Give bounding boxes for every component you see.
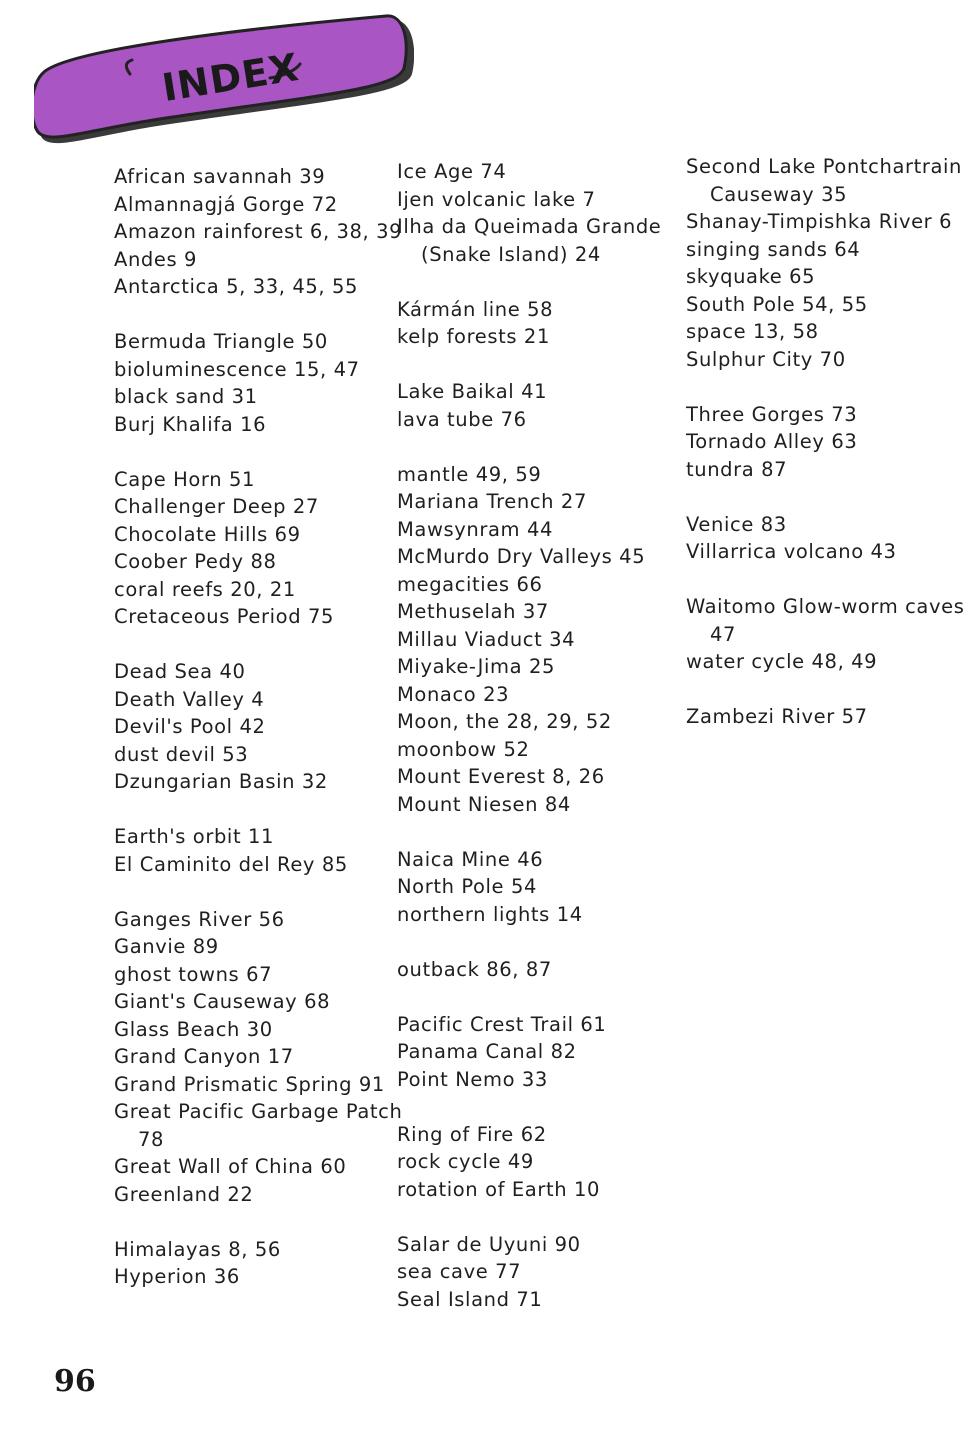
index-letter-group bbox=[686, 153, 973, 373]
index-entry: kelp forests 21 bbox=[397, 325, 550, 348]
index-entry: African savannah 39 bbox=[114, 165, 326, 188]
index-entry: Chocolate Hills 69 bbox=[114, 522, 301, 546]
index-entry: Ganvie 89 bbox=[114, 935, 219, 958]
index-entry: Ring of Fire 62 bbox=[397, 1122, 547, 1146]
index-entry: lava tube 76 bbox=[397, 407, 527, 431]
index-entry: Naica Mine 46 bbox=[397, 847, 544, 871]
index-entry: northern lights 14 bbox=[397, 902, 583, 926]
index-entry: Zambezi River 57 bbox=[686, 705, 868, 728]
index-entry: Andes 9 bbox=[114, 247, 198, 271]
index-letter-group bbox=[397, 846, 687, 929]
index-letter-group bbox=[397, 296, 687, 351]
index-entry: Three Gorges 73 bbox=[686, 402, 858, 426]
index-entry: rotation of Earth 10 bbox=[397, 1177, 600, 1201]
index-entry: Greenland 22 bbox=[114, 1182, 254, 1206]
index-entry: Burj Khalifa 16 bbox=[114, 412, 267, 436]
index-entry: El Caminito del Rey 85 bbox=[114, 852, 348, 876]
index-entry: bioluminescence 15, 47 bbox=[114, 357, 360, 381]
index-letter-group bbox=[397, 158, 687, 268]
index-entry: Challenger Deep 27 bbox=[114, 495, 319, 518]
index-entry: Cretaceous Period 75 bbox=[114, 605, 334, 628]
index-letter-group bbox=[114, 1236, 404, 1291]
index-entry: Mawsynram 44 bbox=[397, 517, 553, 541]
index-letter-group bbox=[114, 823, 404, 878]
index-entry: Villarrica volcano 43 bbox=[686, 540, 897, 563]
index-entry: Kármán line 58 bbox=[397, 297, 554, 321]
index-entry: Point Nemo 33 bbox=[397, 1067, 548, 1091]
index-entry: ghost towns 67 bbox=[114, 962, 273, 986]
index-entry: Devil's Pool 42 bbox=[114, 715, 266, 738]
index-entry: Grand Canyon 17 bbox=[114, 1045, 294, 1068]
index-entry: Methuselah 37 bbox=[397, 600, 549, 623]
index-entry: Mariana Trench 27 bbox=[397, 490, 587, 513]
index-letter-group bbox=[397, 1011, 687, 1094]
index-entry: North Pole 54 bbox=[397, 875, 537, 898]
index-letter-group bbox=[686, 593, 973, 676]
index-entry: Ice Age 74 bbox=[397, 160, 507, 183]
index-entry: sea cave 77 bbox=[397, 1260, 522, 1283]
index-entry: space 13, 58 bbox=[686, 320, 819, 343]
index-entry: Monaco 23 bbox=[397, 682, 510, 706]
index-entry: Great Pacific Garbage Patch 78 bbox=[114, 1100, 403, 1151]
index-entry: water cycle 48, 49 bbox=[686, 650, 878, 673]
index-letter-group bbox=[114, 163, 404, 301]
index-entry: Salar de Uyuni 90 bbox=[397, 1232, 581, 1256]
index-entry: Antarctica 5, 33, 45, 55 bbox=[114, 275, 358, 298]
index-entry: Dead Sea 40 bbox=[114, 660, 246, 683]
page-title: INDEX bbox=[159, 44, 303, 110]
index-entry: Cape Horn 51 bbox=[114, 467, 255, 491]
index-letter-group bbox=[114, 658, 404, 796]
index-entry: Giant's Causeway 68 bbox=[114, 990, 331, 1013]
index-entry: black sand 31 bbox=[114, 385, 258, 408]
index-letter-group bbox=[397, 461, 687, 819]
index-entry: Ilha da Queimada Grande (Snake Island) 24 bbox=[397, 215, 662, 266]
index-entry: Panama Canal 82 bbox=[397, 1040, 577, 1063]
index-entry: South Pole 54, 55 bbox=[686, 292, 868, 316]
index-entry: Death Valley 4 bbox=[114, 687, 265, 711]
index-entry: Glass Beach 30 bbox=[114, 1017, 273, 1041]
index-letter-group bbox=[397, 378, 687, 433]
index-entry: Ganges River 56 bbox=[114, 907, 285, 931]
index-entry: Mount Niesen 84 bbox=[397, 792, 571, 816]
index-letter-group bbox=[114, 328, 404, 438]
index-letter-group bbox=[686, 511, 973, 566]
page-number: 96 bbox=[54, 1364, 96, 1399]
index-letter-group bbox=[397, 956, 687, 984]
index-entry: tundra 87 bbox=[686, 457, 788, 481]
index-entry: Mount Everest 8, 26 bbox=[397, 765, 605, 788]
index-entry: Tornado Alley 63 bbox=[686, 430, 858, 453]
index-entry: Moon, the 28, 29, 52 bbox=[397, 710, 612, 733]
index-column-3 bbox=[686, 153, 973, 758]
index-entry: Ijen volcanic lake 7 bbox=[397, 187, 596, 211]
index-letter-group bbox=[397, 1121, 687, 1204]
index-entry: Lake Baikal 41 bbox=[397, 380, 548, 403]
index-entry: Miyake-Jima 25 bbox=[397, 655, 555, 678]
index-entry: Coober Pedy 88 bbox=[114, 550, 277, 573]
index-entry: Second Lake Pontchartrain Causeway 35 bbox=[686, 155, 963, 206]
index-entry: Earth's orbit 11 bbox=[114, 825, 275, 848]
index-letter-group bbox=[397, 1231, 687, 1314]
index-column-2 bbox=[397, 158, 687, 1341]
index-entry: moonbow 52 bbox=[397, 737, 530, 761]
index-entry: Waitomo Glow-worm caves 47 bbox=[686, 595, 965, 646]
index-entry: Grand Prismatic Spring 91 bbox=[114, 1072, 385, 1096]
index-entry: skyquake 65 bbox=[686, 265, 816, 288]
index-letter-group bbox=[686, 401, 973, 484]
index-column-1 bbox=[114, 163, 404, 1318]
index-entry: Shanay-Timpishka River 6 bbox=[686, 210, 953, 233]
index-entry: Almannagjá Gorge 72 bbox=[114, 192, 338, 216]
index-entry: Dzungarian Basin 32 bbox=[114, 770, 328, 793]
index-entry: dust devil 53 bbox=[114, 742, 249, 766]
index-entry: Bermuda Triangle 50 bbox=[114, 330, 328, 353]
index-entry: singing sands 64 bbox=[686, 237, 861, 261]
index-entry: McMurdo Dry Valleys 45 bbox=[397, 545, 646, 568]
index-entry: Millau Viaduct 34 bbox=[397, 627, 576, 651]
index-entry: rock cycle 49 bbox=[397, 1150, 534, 1173]
index-letter-group bbox=[114, 466, 404, 631]
index-entry: Amazon rainforest 6, 38, 39 bbox=[114, 220, 403, 243]
index-entry: Venice 83 bbox=[686, 512, 787, 536]
index-entry: megacities 66 bbox=[397, 572, 543, 596]
index-letter-group bbox=[114, 906, 404, 1209]
index-entry: Himalayas 8, 56 bbox=[114, 1237, 281, 1261]
index-entry: Seal Island 71 bbox=[397, 1287, 543, 1311]
index-banner bbox=[34, 14, 414, 164]
index-entry: Hyperion 36 bbox=[114, 1265, 240, 1288]
index-entry: Pacific Crest Trail 61 bbox=[397, 1012, 607, 1036]
index-entry: coral reefs 20, 21 bbox=[114, 577, 296, 601]
index-entry: Great Wall of China 60 bbox=[114, 1155, 347, 1178]
index-entry: Sulphur City 70 bbox=[686, 347, 846, 371]
index-entry: outback 86, 87 bbox=[397, 957, 552, 981]
index-letter-group bbox=[686, 703, 973, 731]
index-entry: mantle 49, 59 bbox=[397, 462, 542, 486]
